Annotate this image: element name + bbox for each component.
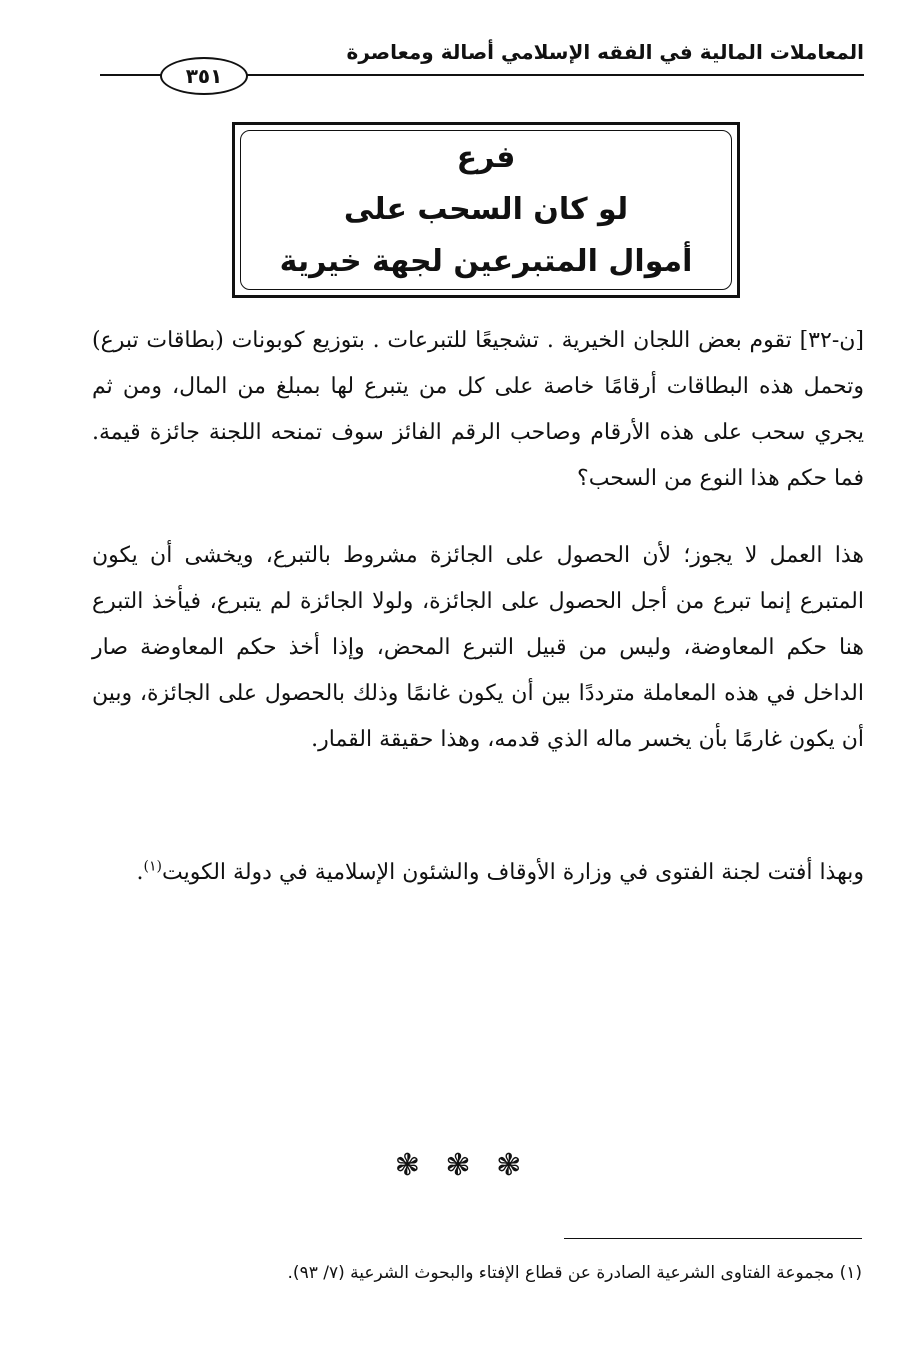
body-paragraph-2: هذا العمل لا يجوز؛ لأن الحصول على الجائزة مشروط بالتبرع، ويخشى أن يكون المتبرع إنما تبرع من أجل الحصول على الجائزة، ولولا الجائزة لم يتبرع، فيأخذ التبرع هنا حكم المعاوضة، وليس من قبيل التبرع المحض، وإذا أخذ حكم المعاوضة صار الداخل في هذه المعاملة مترددًا بين أن يكون غانمًا وذلك بالحصول على الجائزة، وبين أن يكون غارمًا بأن يخسر ماله الذي قدمه، وهذا حقيقة القمار. xyxy=(92,543,864,752)
body-paragraph-1: [ن-٣٢] تقوم بعض اللجان الخيرية . تشجيعًا للتبرعات . بتوزيع كوبونات (بطاقات تبرع) وتحمل هذه البطاقات أرقامًا خاصة على كل من يتبرع لها بمبلغ من المال، ومن ثم يجري سحب على هذه الأرقام وصاحب الرقم الفائز سوف تمنحه اللجنة جائزة قيمة. فما حكم هذا النوع من السحب؟ xyxy=(92,328,864,491)
footnote-1: (١) مجموعة الفتاوى الشرعية الصادرة عن قطاع الإفتاء والبحوث الشرعية (٧/ ٩٣). xyxy=(287,1263,862,1283)
body-paragraph-3 xyxy=(92,850,864,896)
body-paragraph-3-text: وبهذا أفتت لجنة الفتوى في وزارة الأوقاف والشئون الإسلامية في دولة الكويت xyxy=(161,860,864,885)
page-number-badge: ٣٥١ xyxy=(160,57,248,95)
section-end-ornament: ❃ ❃ ❃ xyxy=(394,1148,530,1183)
section-label: فرع xyxy=(456,140,516,175)
section-title xyxy=(232,0,740,300)
running-header-title: المعاملات المالية في الفقه الإسلامي أصالة ومعاصرة xyxy=(346,40,864,64)
section-title-line-1: لو كان السحب على xyxy=(343,192,629,227)
body-paragraph-3-end: . xyxy=(136,860,144,885)
footnote-reference: (١) xyxy=(143,858,162,875)
section-title-line-2: أموال المتبرعين لجهة خيرية xyxy=(279,244,693,279)
footnote-separator xyxy=(564,1238,862,1239)
